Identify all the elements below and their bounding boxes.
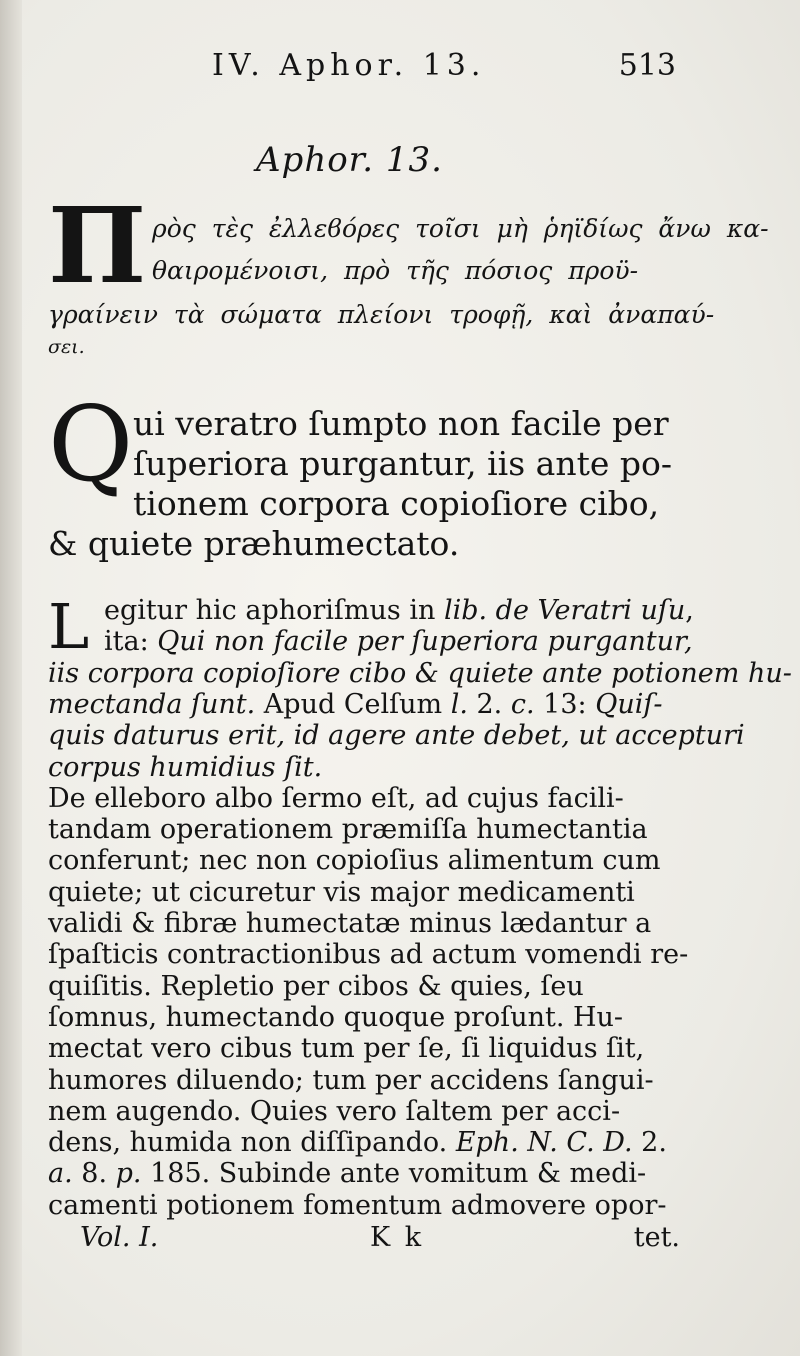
- roman-run: mectat vero cibus tum per ſe, ſi liquidus ſit,: [48, 1033, 645, 1065]
- roman-run: conferunt; nec non copioſius alimentum cum: [48, 845, 661, 877]
- roman-run: camenti potionem fomentum admovere opor-: [48, 1189, 667, 1221]
- roman-run: validi & fibræ humectatæ minus lædantur a: [48, 908, 652, 939]
- italic-run: Qui non facile per ſuperiora purgantur,: [157, 626, 693, 658]
- commentary-line: [48, 689, 662, 720]
- latin-line: ui veratro ſumpto non facile per: [133, 404, 669, 443]
- commentary-line: [48, 658, 792, 689]
- roman-run: nem augendo. Quies vero ſaltem per acci-: [48, 1095, 621, 1127]
- greek-line: ρὸς τὲς ἐλλεϐόρες τοῖσι μὴ ῥηϊδίως ἄνω κα-: [152, 214, 769, 243]
- commentary-line: [48, 971, 584, 1002]
- page-edge-shadow: [0, 0, 22, 1356]
- commentary-line: [48, 783, 624, 814]
- greek-drop-cap: Π: [48, 184, 147, 307]
- commentary-line: [48, 1096, 620, 1127]
- page-number: 513: [618, 48, 676, 83]
- italic-run: Quiſ-: [595, 688, 663, 720]
- italic-run: quis daturus erit, id agere ante debet, ut accepturi: [48, 720, 745, 752]
- italic-run: p.: [115, 1158, 142, 1190]
- greek-line: σει.: [48, 336, 85, 358]
- latin-line: & quiete præhumectato.: [48, 524, 460, 563]
- roman-run: Apud Celſum: [255, 688, 451, 720]
- latin-drop-cap: Q: [48, 383, 134, 505]
- roman-run: tandam operationem præmiſſa humectantia: [48, 814, 648, 846]
- commentary-line: [48, 1127, 667, 1158]
- commentary-line: [48, 1190, 667, 1221]
- commentary-line: [48, 939, 688, 970]
- italic-run: a.: [48, 1158, 73, 1190]
- italic-run: l.: [450, 688, 468, 720]
- roman-run: De elleboro albo ſermo eſt, ad cujus facili-: [48, 782, 624, 814]
- italic-run: c.: [510, 688, 535, 720]
- running-head-title: IV. Aphor. 13.: [212, 48, 486, 83]
- italic-run: iis corpora copioſiore cibo & quiete ante potionem hu-: [48, 657, 792, 689]
- commentary-line: [48, 1158, 646, 1189]
- roman-run: humores diluendo; tum per accidens ſangui-: [48, 1064, 654, 1096]
- italic-run: corpus humidius ſit.: [48, 751, 323, 783]
- roman-run: 2.: [632, 1127, 667, 1159]
- latin-aphorism: [48, 383, 680, 568]
- page-footer: [0, 1222, 800, 1262]
- latin-line: ſuperiora purgantur, iis ante po-: [133, 444, 672, 483]
- commentary-drop-cap: L: [48, 590, 90, 663]
- catchword: tet.: [633, 1222, 680, 1253]
- commentary-line: [48, 877, 635, 908]
- commentary-line: [48, 845, 661, 876]
- aphorism-heading: Aphor. 13.: [256, 140, 443, 180]
- commentary-line: [48, 752, 322, 783]
- roman-run: ,: [685, 595, 694, 626]
- roman-run: quiete; ut cicuretur vis major medicamenti: [48, 876, 635, 908]
- commentary-line: [48, 1002, 623, 1033]
- roman-run: ſomnus, humectando quoque proſunt. Hu-: [48, 1001, 624, 1033]
- commentary-line: [48, 908, 651, 939]
- gathering-mark: K k: [370, 1222, 425, 1253]
- greek-aphorism: [48, 184, 769, 366]
- italic-run: lib. de Veratri uſu: [443, 595, 686, 626]
- commentary-line: [48, 720, 745, 751]
- commentary-line: [104, 626, 693, 657]
- italic-run: mectanda ſunt.: [48, 688, 256, 720]
- commentary-line: [104, 595, 694, 626]
- commentary-line: [48, 814, 648, 845]
- commentary-line: [48, 1033, 644, 1064]
- roman-run: 2.: [467, 688, 511, 720]
- roman-run: egitur hic aphoriſmus in: [104, 595, 444, 626]
- roman-run: ſpaſticis contractionibus ad actum vomendi re-: [48, 939, 689, 971]
- volume-signature: Vol. I.: [80, 1222, 159, 1253]
- greek-line: θαιρομένοισι, πρὸ τῆς πόσιος προϋ-: [152, 256, 639, 285]
- commentary-line: [48, 1065, 654, 1096]
- roman-run: 13:: [534, 688, 596, 720]
- greek-line: γραίνειν τὰ σώματα πλείονι τροφῇ, καὶ ἀναπαύ-: [48, 300, 715, 329]
- roman-run: 8.: [72, 1158, 116, 1190]
- roman-run: ita:: [104, 626, 158, 658]
- running-head: [0, 48, 800, 98]
- latin-line: tionem corpora copioſiore cibo,: [133, 484, 660, 523]
- roman-run: dens, humida non diſſipando.: [48, 1127, 456, 1159]
- italic-run: Eph. N. C. D.: [455, 1127, 633, 1159]
- roman-run: 185. Subinde ante vomitum & medi-: [141, 1158, 647, 1190]
- roman-run: quiſitis. Repletio per cibos & quies, ſeu: [48, 970, 584, 1002]
